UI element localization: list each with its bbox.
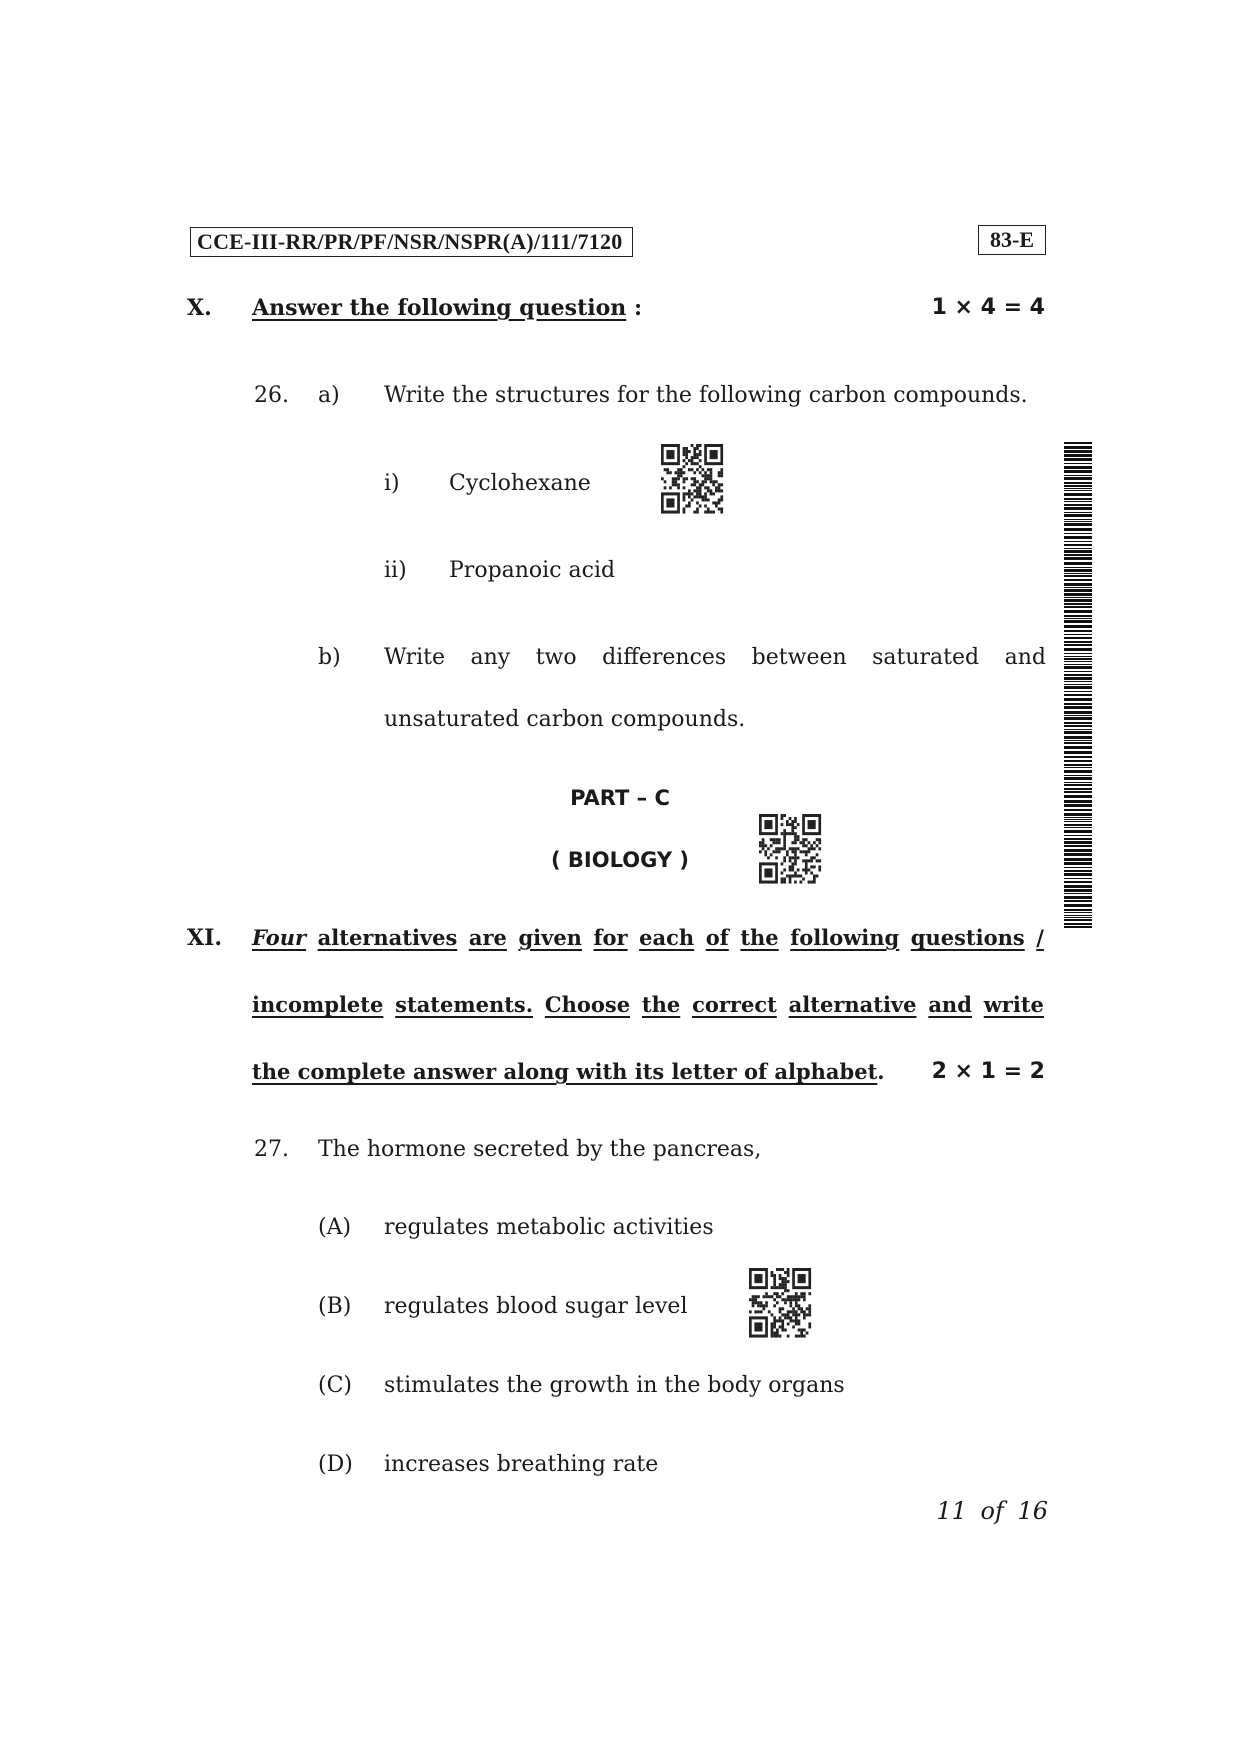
qr-code-graphic <box>661 444 725 516</box>
option-text: regulates metabolic activities <box>384 1215 714 1240</box>
qr-code-icon <box>661 444 725 516</box>
question-26b-line1 <box>384 644 1046 672</box>
word: are <box>468 925 507 950</box>
section-xi-instruction-line1 <box>252 924 1044 952</box>
word: the <box>740 925 779 950</box>
word: any <box>470 645 511 670</box>
qr-code-graphic <box>749 1268 813 1340</box>
word: alternatives <box>317 925 458 950</box>
paper-code: CCE-III-RR/PR/PF/NSR/NSPR(A)/111/7120 <box>190 227 633 257</box>
section-xi-instruction-line3-end: . <box>877 1059 885 1084</box>
question-26a-item-text: Cyclohexane <box>449 471 591 496</box>
word: and <box>1004 645 1046 670</box>
section-xi-instruction-line2 <box>252 991 1044 1019</box>
part-c-subtitle: ( BIOLOGY ) <box>551 848 689 872</box>
part-c-title: PART – C <box>570 786 670 810</box>
word: correct <box>692 992 777 1017</box>
section-x-marks: 1 × 4 = 4 <box>931 295 1045 320</box>
question-26-number: 26. <box>254 383 289 408</box>
qr-code-graphic <box>759 814 823 886</box>
section-x-title: Answer the following question <box>252 295 627 321</box>
word: following <box>790 925 900 950</box>
section-x-number: X. <box>187 295 212 321</box>
question-26a-text: Write the structures for the following carbon compounds. <box>384 383 1028 408</box>
word: for <box>593 925 628 950</box>
section-xi-marks: 2 × 1 = 2 <box>931 1059 1045 1084</box>
question-26a-item-label: i) <box>384 471 400 496</box>
qr-code-icon <box>749 1268 813 1340</box>
option-text: increases breathing rate <box>384 1452 659 1477</box>
word: differences <box>602 645 727 670</box>
question-27-text: The hormone secreted by the pancreas, <box>318 1137 762 1162</box>
section-x-title-suffix: : <box>633 295 643 321</box>
word: and <box>928 992 972 1017</box>
word: of <box>705 925 729 950</box>
question-26a-item-label: ii) <box>384 558 407 583</box>
word: write <box>983 992 1044 1017</box>
word: incomplete <box>252 992 384 1017</box>
option-label: (B) <box>318 1294 352 1319</box>
page-number: 11 of 16 <box>936 1497 1048 1525</box>
subject-code: 83-E <box>978 225 1046 255</box>
word: saturated <box>872 645 980 670</box>
word: questions <box>910 925 1025 950</box>
word: two <box>535 645 577 670</box>
question-26b-label: b) <box>318 645 341 670</box>
word: statements. <box>395 992 534 1017</box>
question-26b-line2: unsaturated carbon compounds. <box>384 707 746 732</box>
section-xi-instruction-line3 <box>252 1058 885 1086</box>
word: the <box>641 992 681 1017</box>
option-text: regulates blood sugar level <box>384 1294 688 1319</box>
word: Write <box>384 645 446 670</box>
option-label: (A) <box>318 1215 352 1240</box>
word: / <box>1036 925 1044 950</box>
word: given <box>518 925 582 950</box>
barcode-graphic <box>1064 442 1092 928</box>
question-27-number: 27. <box>254 1137 289 1162</box>
barcode-icon <box>1064 442 1092 928</box>
option-label: (C) <box>318 1373 352 1398</box>
word: between <box>751 645 847 670</box>
qr-code-icon <box>759 814 823 886</box>
option-label: (D) <box>318 1452 353 1477</box>
question-26a-item-text: Propanoic acid <box>449 558 616 583</box>
question-26a-label: a) <box>318 383 340 408</box>
section-x-heading <box>252 294 642 322</box>
section-xi-instruction-line3-text: the complete answer along with its letter of alphabet <box>252 1059 878 1084</box>
option-text: stimulates the growth in the body organs <box>384 1373 845 1398</box>
word: Four <box>252 925 307 950</box>
section-xi-number: XI. <box>187 925 223 951</box>
word: Choose <box>544 992 631 1017</box>
word: each <box>639 925 695 950</box>
word: alternative <box>788 992 917 1017</box>
